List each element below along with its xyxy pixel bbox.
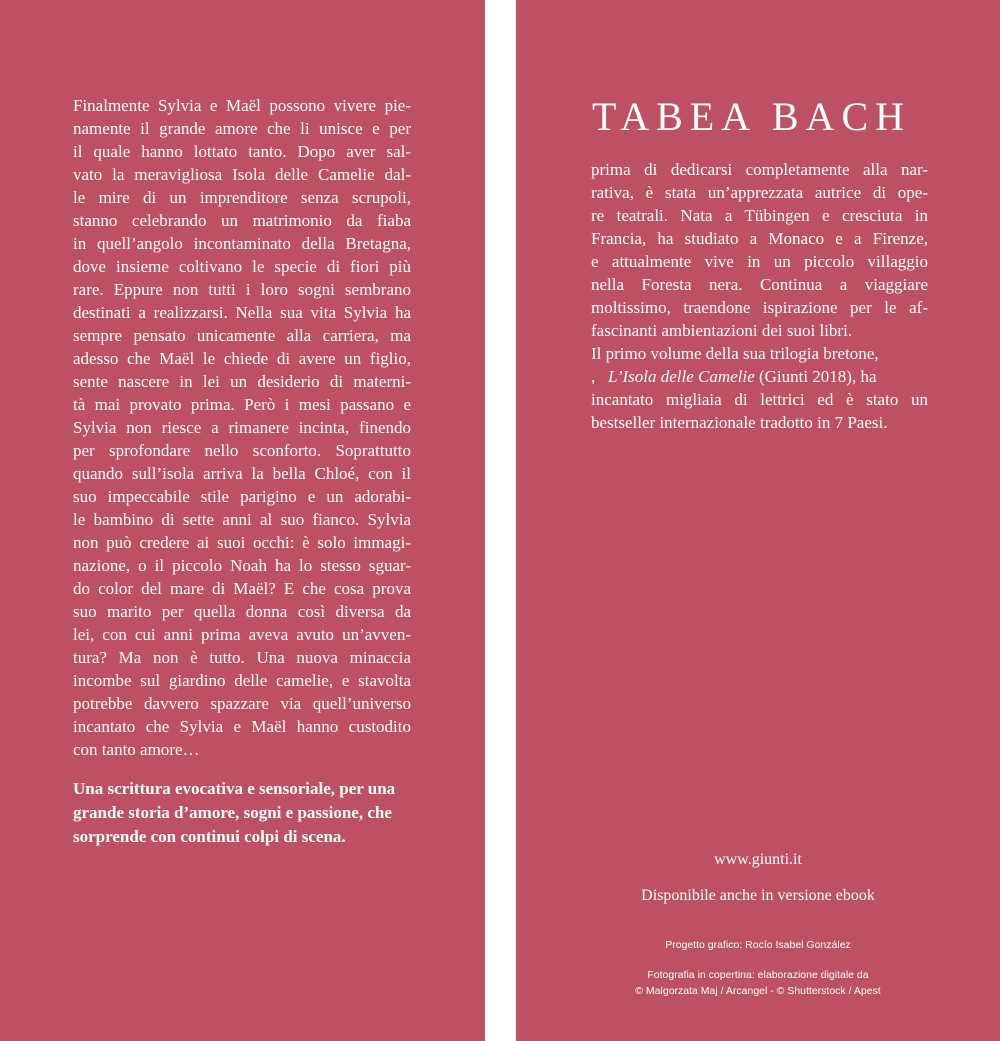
- blurb-line: le mire di un imprenditore senza scrupoli,: [73, 188, 411, 207]
- website-url: www.giunti.it: [714, 851, 802, 868]
- tagline-line: Una scrittura evocativa e sensoriale, per una: [73, 779, 396, 798]
- blurb-line: con tanto amore…: [73, 740, 200, 759]
- bio-line: moltissimo, traendone ispirazione per le af-: [591, 298, 928, 317]
- bio-line: incantato migliaia di lettrici ed è stato un: [591, 390, 928, 409]
- blurb-line: per sprofondare nello sconforto. Soprattutto: [73, 441, 411, 460]
- back-flap-panel: [0, 0, 485, 1041]
- bio-line-suffix: (Giunti 2018), ha: [754, 367, 877, 386]
- blurb-line: vato la meravigliosa Isola delle Camelie dal-: [73, 165, 411, 184]
- author-name: TABEA BACH: [592, 94, 912, 139]
- tagline-line: grande storia d’amore, sogni e passione, che: [73, 803, 392, 822]
- bio-line: nella Foresta nera. Continua a viaggiare: [591, 275, 928, 294]
- photo-credit-line: Fotografia in copertina: elaborazione digitale da: [647, 969, 869, 981]
- blurb-line: destinati a realizzarsi. Nella sua vita Sylvia ha: [73, 303, 411, 322]
- blurb-line: stanno celebrando un matrimonio da fiaba: [73, 211, 411, 230]
- blurb-line: do color del mare di Maël? E che cosa prova: [73, 579, 411, 598]
- blurb-line: il quale hanno lottato tanto. Dopo aver sal-: [73, 142, 411, 161]
- blurb-line: potrebbe davvero spazzare via quell’universo: [73, 694, 411, 713]
- design-credit: Progetto grafico: Rocío Isabel González: [665, 939, 851, 951]
- book-title: L’Isola delle Camelie: [608, 367, 755, 386]
- blurb-line: suo impeccabile stile parigino e un adorabi-: [73, 487, 411, 506]
- blurb-line: lei, con cui anni prima aveva avuto un’avven-: [73, 625, 411, 644]
- bio-line: [608, 366, 928, 388]
- blurb-line: Finalmente Sylvia e Maël possono vivere pie-: [73, 96, 411, 115]
- bio-line: rativa, è stata un’apprezzata autrice di ope-: [591, 183, 928, 202]
- tagline-line: sorprende con continui colpi di scena.: [73, 827, 346, 846]
- blurb-line: sempre pensato unicamente alla carriera, ma: [73, 326, 411, 345]
- blurb-line: non può credere ai suoi occhi: è solo immagi-: [73, 533, 411, 552]
- bio-line: Il primo volume della sua trilogia bretone,: [591, 344, 879, 363]
- bio-line: Francia, ha studiato a Monaco e a Firenze,: [591, 229, 928, 248]
- blurb-line: dove insieme coltivano le specie di fiori più: [73, 257, 411, 276]
- blurb-line: adesso che Maël le chiede di avere un figlio,: [73, 349, 411, 368]
- front-flap-panel: [516, 0, 1000, 1041]
- bio-line: e attualmente vive in un piccolo villaggio: [591, 252, 928, 271]
- blurb-line: le bambino di sette anni al suo fianco. Sylvia: [73, 510, 411, 529]
- blurb-line: sente nascere in lei un desiderio di materni-: [73, 372, 411, 391]
- bio-line: bestseller internazionale tradotto in 7 Paesi.: [591, 413, 888, 432]
- bio-line-prefix: ,: [591, 367, 596, 386]
- blurb-line: Sylvia non riesce a rimanere incinta, finendo: [73, 418, 411, 437]
- blurb-line: in quell’angolo incontaminato della Bretagna,: [73, 234, 411, 253]
- blurb-line: quando sull’isola arriva la bella Chloé, con il: [73, 464, 411, 483]
- blurb-line: tura? Ma non è tutto. Una nuova minaccia: [73, 648, 411, 667]
- blurb-line: tà mai provato prima. Però i mesi passano e: [73, 395, 411, 414]
- blurb-line: suo marito per quella donna così diversa da: [73, 602, 411, 621]
- bio-line: fascinanti ambientazioni dei suoi libri.: [591, 321, 853, 340]
- blurb-line: rare. Eppure non tutti i loro sogni sembrano: [73, 280, 411, 299]
- blurb-line: incantato che Sylvia e Maël hanno custodito: [73, 717, 411, 736]
- bio-line: prima di dedicarsi completamente alla nar-: [591, 160, 928, 179]
- photo-credit-line: © Malgorzata Maj / Arcangel - © Shutterstock / Apest: [635, 985, 881, 997]
- bio-line: re teatrali. Nata a Tübingen e cresciuta in: [591, 206, 928, 225]
- ebook-note: Disponibile anche in versione ebook: [641, 887, 875, 904]
- blurb-line: incombe sul giardino delle camelie, e stavolta: [73, 671, 411, 690]
- blurb-line: nazione, o il piccolo Noah ha lo stesso sguar-: [73, 556, 411, 575]
- blurb-line: namente il grande amore che li unisce e per: [73, 119, 411, 138]
